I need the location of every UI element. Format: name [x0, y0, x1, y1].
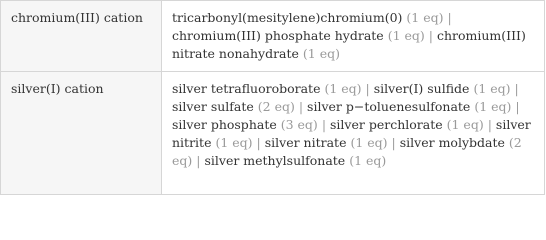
equivalents-label: (2 eq) — [257, 99, 295, 114]
separator: | — [515, 99, 520, 114]
table-row — [1, 72, 545, 195]
compound-name: chromium(III) phosphate hydrate — [172, 28, 384, 43]
equivalents-label: (1 eq) — [350, 135, 388, 150]
separator: | — [447, 10, 452, 25]
compound-name: silver(I) sulfide — [373, 81, 470, 96]
equivalents-label: (1 eq) — [215, 135, 253, 150]
equivalents-label: (2 eq) — [172, 135, 522, 168]
compound-name: silver phosphate — [172, 117, 277, 132]
separator: | — [391, 135, 396, 150]
compound-name: chromium(III) nitrate nonahydrate — [172, 28, 526, 61]
compound-name: silver nitrate — [264, 135, 347, 150]
separator: | — [298, 99, 304, 114]
equivalents-label: (1 eq) — [302, 46, 341, 61]
equivalents-label: (1 eq) — [387, 28, 425, 43]
equivalents-label: (1 eq) — [349, 153, 387, 168]
separator: | — [196, 153, 201, 168]
cation-cell: chromium(III) cation — [1, 1, 162, 72]
compound-name: silver perchlorate — [330, 117, 443, 132]
equivalents-label: (1 eq) — [473, 81, 511, 96]
compound-name: silver methylsulfonate — [204, 153, 346, 168]
separator: | — [514, 81, 519, 96]
cation-cell: silver(I) cation — [1, 72, 162, 195]
compound-name: silver nitrite — [172, 117, 531, 150]
separator: | — [428, 28, 433, 43]
compounds-cell — [162, 72, 545, 195]
compound-name: tricarbonyl(mesitylene)chromium(0) — [172, 10, 403, 25]
equivalents-label: (1 eq) — [474, 99, 512, 114]
separator: | — [487, 117, 492, 132]
equivalents-label: (1 eq) — [406, 10, 444, 25]
separator: | — [256, 135, 261, 150]
compound-name: silver molybdate — [399, 135, 505, 150]
separator: | — [321, 117, 327, 132]
table-row — [1, 1, 545, 72]
compound-name: silver p−toluenesulfonate — [307, 99, 471, 114]
separator: | — [365, 81, 370, 96]
equivalents-label: (1 eq) — [324, 81, 362, 96]
equivalents-label: (1 eq) — [446, 117, 484, 132]
compounds-cell — [162, 1, 545, 72]
equivalents-label: (3 eq) — [280, 117, 318, 132]
compound-name: silver sulfate — [172, 99, 254, 114]
compound-name: silver tetrafluoroborate — [172, 81, 321, 96]
